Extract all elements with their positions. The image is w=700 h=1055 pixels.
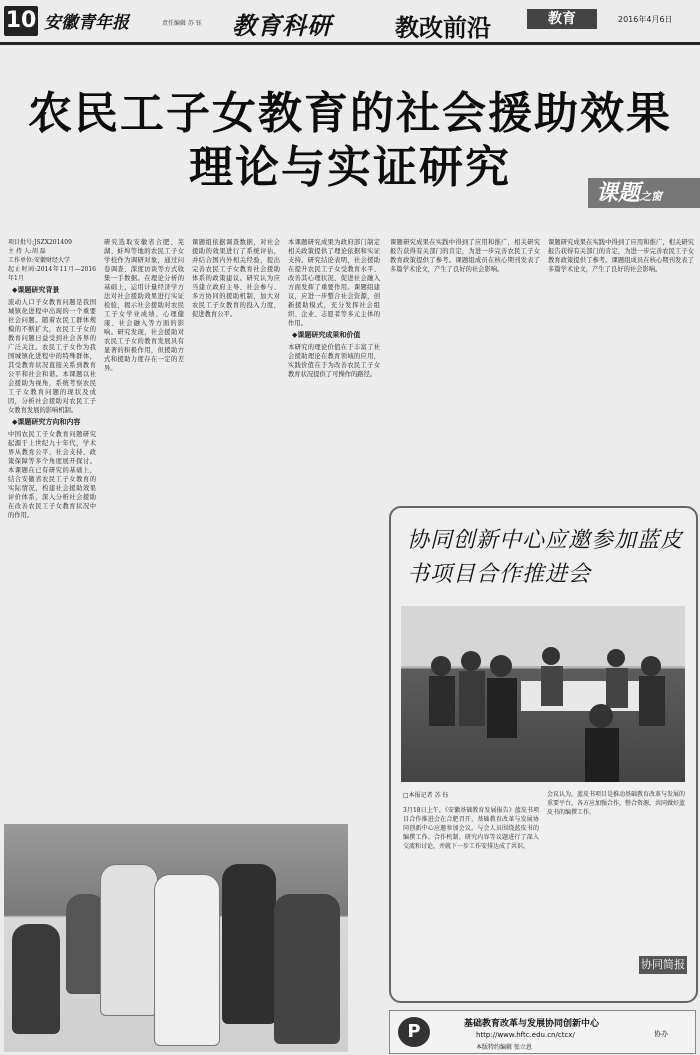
- meta-project-no: 项目批号:JSZX201409: [8, 239, 72, 246]
- meta-host: 主 持 人:胡 磊: [8, 248, 46, 255]
- issue-date: 2016年4月6日: [618, 15, 673, 24]
- header-rule: [0, 42, 700, 45]
- column-3-text: 课题组依据调查数据，对社会援助的效果进行了系统评估，并结合国内外相关经验，提出完善农民工子女教育社会援助体系的政策建议。研究认为应当建立政府主导、社会参与、多方协同的援助机制，加大对农民工子女教育的投入力度，促进教育公平。: [192, 239, 280, 318]
- column-2-text: 研究选取安徽省合肥、芜湖、蚌埠等地的农民工子女学校作为调研对象，通过问卷调查、深度访谈等方式收集一手数据。在理论分析的基础上，运用计量经济学方法对社会援助效果进行实证检验，揭示社会援助对农民工子女学业成绩、心理健康、社会融入等方面的影响。研究发现，社会援助对农民工子女的教育发展具有显著的积极作用，但援助方式和援助力度存在一定的差异。: [104, 239, 184, 372]
- page-header: [0, 0, 700, 44]
- column-6-text: 课题研究成果在实践中得到了应用和推广，相关研究报告获得有关部门的肯定，为进一步完善农民工子女教育政策提供了参考。课题组成员在核心期刊发表了多篇学术论文，产生了良好的社会影响。: [548, 239, 694, 273]
- subhead-results: ◆课题研究成果和价值: [292, 331, 361, 339]
- meeting-photo: [401, 606, 685, 782]
- section-subtitle: 教改前沿: [395, 14, 491, 42]
- article-column-5: [390, 238, 540, 498]
- inset-text: 3月18日上午，《安徽基础教育发展报告》蓝皮书项目合作推进会在合肥召开，基础教育改革与发展协同创新中心应邀参加会议。与会人员围绕蓝皮书的编撰工作、合作机制、研究内容等议题进行了深入交流和讨论，并就下一步工作安排达成了共识。: [403, 807, 539, 850]
- child-figure: [274, 894, 340, 1044]
- subhead-direction: ◆课题研究方向和内容: [12, 418, 81, 426]
- inset-title: 协同创新中心应邀参加蓝皮书项目合作推进会: [407, 528, 684, 587]
- inset-column-1: [403, 806, 539, 991]
- topic-badge-suffix: 之窗: [640, 190, 663, 203]
- children-running-photo: [4, 824, 348, 1052]
- footer-editor: 本版特约编辑 张立恩: [476, 1044, 532, 1051]
- topic-badge: [588, 178, 700, 208]
- editor-line: 责任编辑 苏 钰: [162, 20, 202, 27]
- news-inset: [389, 506, 698, 1003]
- child-figure: [100, 864, 158, 1016]
- article-column-2: [104, 238, 184, 818]
- center-name: 基础教育改革与发展协同创新中心: [464, 1019, 600, 1029]
- article-column-6: [548, 238, 694, 498]
- section-tag: 教育: [527, 9, 597, 29]
- meta-period: 起止时间:2014年11月—2016年1月: [8, 266, 96, 282]
- column-1-text: 流动人口子女教育问题是我国城镇化进程中出现的一个重要社会问题。随着农民工群体规模的不断扩大，农民工子女的教育问题日益受到社会各界的广泛关注。农民工子女作为我国城镇化进程中的特殊群体，其受教育状况直接关系到教育公平和社会和谐。本课题以社会援助为视角，系统考察农民工子女教育问题的现状及成因，分析社会援助对农民工子女教育发展的影响机制。: [8, 299, 96, 414]
- section-title: 教育科研: [232, 11, 332, 40]
- headline-line-1: 农民工子女教育的社会援助效果: [28, 88, 672, 139]
- headline-line-2: 理论与实证研究: [189, 142, 511, 193]
- child-figure: [12, 924, 60, 1034]
- inset-column-2: [547, 790, 685, 950]
- article-column-3: [192, 238, 280, 818]
- child-figure: [154, 874, 220, 1046]
- column-5-text: 课题研究成果在实践中得到了应用和推广，相关研究报告获得有关部门的肯定，为进一步完善农民工子女教育政策提供了参考。课题组成员在核心期刊发表了多篇学术论文，产生了良好的社会影响。: [390, 239, 540, 273]
- inset-text-b: 会议认为，蓝皮书项目是推动基础教育改革与发展的重要平台，各方应加强合作，整合资源，共同做好蓝皮书的编撰工作。: [547, 791, 685, 816]
- column-4-text: 本课题研究成果为政府部门制定相关政策提供了理论依据和实证支持。研究结论表明，社会援助在提升农民工子女受教育水平、改善其心理状况、促进社会融入方面发挥了重要作用。课题组建议，应进一步整合社会资源，创新援助模式，充分发挥社会组织、企业、志愿者等多元主体的作用。: [288, 239, 380, 327]
- footer-sponsor: [389, 1010, 696, 1054]
- center-logo-icon: P: [398, 1017, 430, 1047]
- paper-name: 安徽青年报: [44, 13, 129, 33]
- meeting-photo-figures: [401, 606, 685, 782]
- meta-unit: 工作单位:安徽财经大学: [8, 257, 71, 264]
- article-column-1: [8, 238, 96, 818]
- article-column-4: [288, 238, 380, 818]
- page-number: 10: [4, 6, 38, 36]
- footer-co-organizer: 协办: [654, 1030, 668, 1038]
- child-figure: [222, 864, 276, 1024]
- inset-badge: 协同简报: [639, 956, 687, 974]
- topic-badge-main: 课题: [596, 180, 641, 206]
- center-url[interactable]: http://www.hftc.edu.cn/ctcx/: [476, 1031, 575, 1039]
- inset-byline: □本报记者 苏 钰: [403, 792, 449, 799]
- column-1-text-b: 中国农民工子女教育问题研究起源于上世纪九十年代，学术界从教育公平、社会支持、政策保障等多个角度展开探讨。本课题在已有研究的基础上，结合安徽省农民工子女教育的实际情况，构建社会援助效果评价体系，深入分析社会援助在改善农民工子女教育状况中的作用。: [8, 431, 96, 519]
- subhead-background: ◆课题研究背景: [12, 286, 60, 294]
- column-4-text-b: 本研究的理论价值在于丰富了社会援助理论在教育领域的应用，实践价值在于为改善农民工子女教育状况提供了可操作的路径。: [288, 344, 380, 378]
